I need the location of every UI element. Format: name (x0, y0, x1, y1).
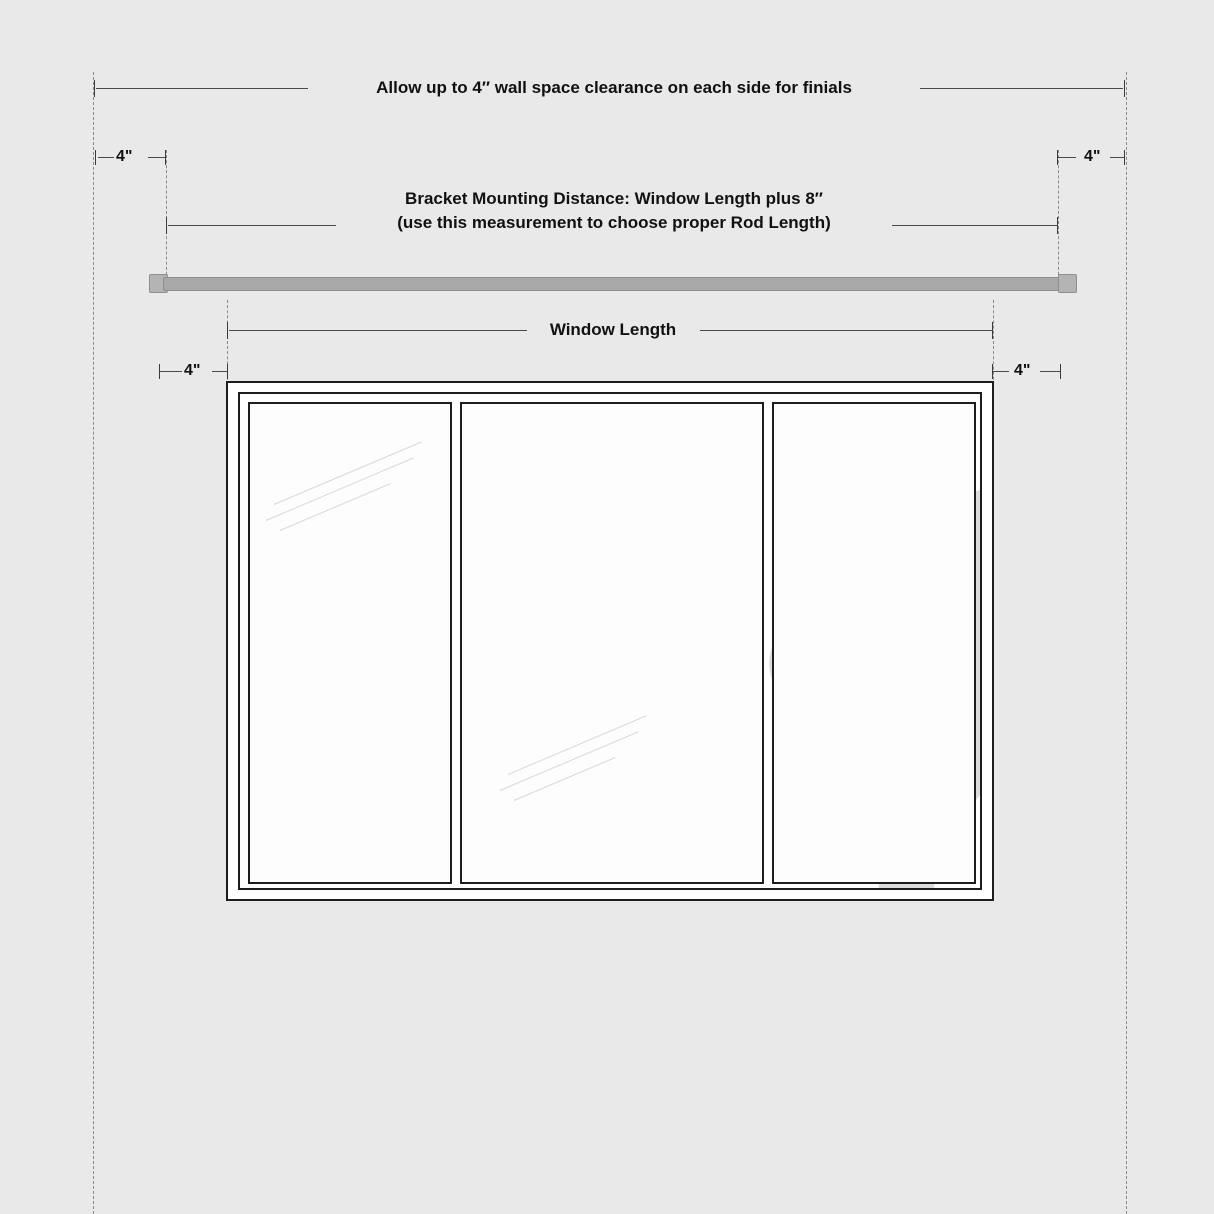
glass-glint-5 (500, 731, 638, 791)
window-length-dimension-line-right (700, 330, 992, 331)
guide-line-outer-left (93, 72, 94, 1214)
rod-end-cap-right (1058, 274, 1077, 293)
bracket-offset-right-line (993, 371, 1009, 372)
glass-glint-2 (266, 458, 414, 521)
bracket-tick-left (166, 217, 167, 234)
window-length-tick-left (227, 322, 228, 339)
bracket-offset-right-line-2 (1040, 371, 1061, 372)
finial-right-dimension-line (1058, 157, 1076, 158)
finial-left-label: 4" (116, 148, 133, 165)
finial-left-dimension-line (98, 157, 114, 158)
bracket-offset-right-tick-a (992, 364, 993, 379)
window-length-label: Window Length (549, 320, 677, 339)
window-length-tick-right (992, 322, 993, 339)
bracket-offset-right-label: 4" (1014, 362, 1031, 379)
clearance-tick-right (1124, 80, 1125, 97)
clearance-dimension-line-left (96, 88, 308, 89)
window-length-dimension-line-left (229, 330, 527, 331)
bracket-offset-left-line-2 (212, 371, 228, 372)
guide-line-outer-right (1126, 72, 1127, 1214)
clearance-tick-left (94, 80, 95, 97)
finial-right-dimension-line-2 (1110, 157, 1124, 158)
bracket-mounting-label-line1: Bracket Mounting Distance: Window Length plus 8″ (405, 189, 823, 208)
finial-left-tick-inner (165, 150, 166, 165)
bracket-offset-right-tick-b (1060, 364, 1061, 379)
bracket-tick-right (1057, 217, 1058, 234)
curtain-rod (163, 277, 1063, 291)
bracket-offset-left-line (160, 371, 182, 372)
bracket-dimension-line-right (892, 225, 1058, 226)
right-pane (772, 402, 976, 884)
center-pane (460, 402, 764, 884)
bracket-offset-left-label: 4" (184, 362, 201, 379)
guide-line-bracket-right (1058, 150, 1059, 290)
bracket-dimension-line-left (168, 225, 336, 226)
clearance-dimension-line-right (920, 88, 1123, 89)
finial-left-tick-outer (95, 150, 96, 165)
left-pane (248, 402, 452, 884)
finial-right-label: 4" (1084, 148, 1101, 165)
bracket-offset-left-tick-b (227, 364, 228, 379)
finial-right-tick-outer (1124, 150, 1125, 165)
finial-right-tick-inner (1057, 150, 1058, 165)
glass-glint-1 (274, 442, 422, 505)
bracket-mounting-label-line2: (use this measurement to choose proper Rod Length) (397, 213, 831, 232)
finial-left-dimension-line-2 (148, 157, 166, 158)
guide-line-window-right (993, 300, 994, 390)
bracket-offset-left-tick-a (159, 364, 160, 379)
window-inner-frame (238, 392, 982, 890)
clearance-note: Allow up to 4″ wall space clearance on each side for finials (376, 78, 852, 97)
glass-glint-4 (508, 715, 646, 775)
